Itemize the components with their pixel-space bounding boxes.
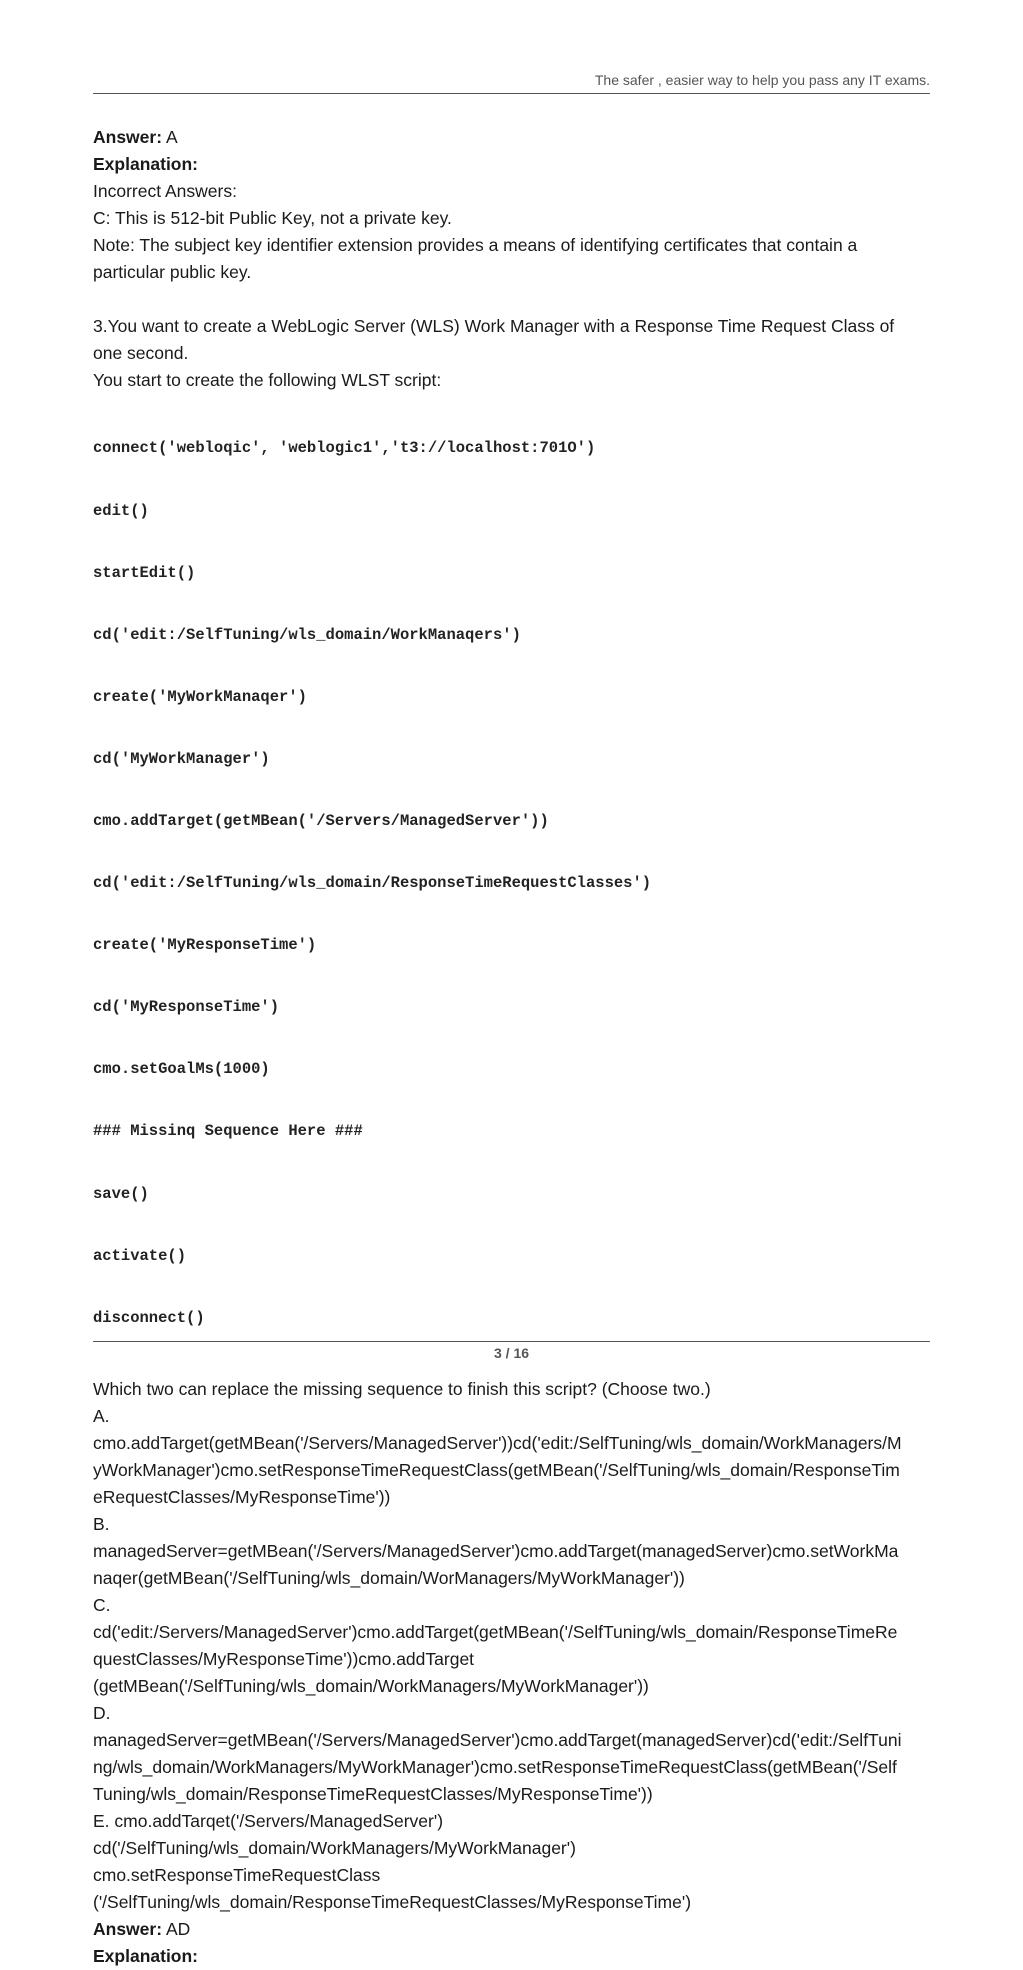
- option-line: E. cmo.addTarqet('/Servers/ManagedServer'): [93, 1810, 444, 1831]
- header-divider: [93, 93, 930, 94]
- q2-line: Note: The subject key identifier extension provides a means of identifying certificates that contain a: [93, 235, 858, 255]
- code-line: disconnect(): [93, 1308, 205, 1327]
- code-line: create('MyWorkManaqer'): [93, 687, 307, 706]
- option-line: B.: [93, 1513, 110, 1534]
- q3-question: Which two can replace the missing sequence to finish this script? (Choose two.): [93, 1378, 711, 1399]
- option-line: yWorkManager')cmo.setResponseTimeRequestClass(getMBean('/SelfTuning/wls_domain/ResponseTim: [93, 1459, 900, 1480]
- q3-intro-line: 3.You want to create a WebLogic Server (WLS) Work Manager with a Response Time Request Class of: [93, 316, 895, 336]
- page-number: 3 / 16: [493, 1345, 530, 1361]
- q3-intro-line: You start to create the following WLST script:: [93, 370, 442, 390]
- option-line: cmo.addTarget(getMBean('/Servers/ManagedServer'))cd('edit:/SelfTuning/wls_domain/WorkManagers/M: [93, 1432, 902, 1453]
- q3-answer: [93, 1916, 933, 1943]
- code-line: save(): [93, 1184, 149, 1203]
- q2-answer-label: Answer:: [93, 127, 163, 147]
- code-line: cd('MyResponseTime'): [93, 998, 280, 1017]
- q3-answer-value: AD: [165, 1918, 191, 1939]
- code-line: cd('MyWorkManager'): [93, 749, 270, 768]
- option-line: ng/wls_domain/WorkManagers/MyWorkManager')cmo.setResponseTimeRequestClass(getMBean('/Self: [93, 1756, 897, 1777]
- spacer: [93, 286, 933, 313]
- option-line: naqer(getMBean('/SelfTuning/wls_domain/WorManagers/MyWorkManager')): [93, 1567, 685, 1588]
- page-header-tagline: The safer , easier way to help you pass any IT exams.: [594, 72, 930, 88]
- q2-answer: [93, 124, 933, 151]
- option-line: A.: [93, 1405, 110, 1426]
- q2-line: Incorrect Answers:: [93, 181, 237, 201]
- option-line: cd('/SelfTuning/wls_domain/WorkManagers/MyWorkManager'): [93, 1837, 576, 1858]
- q2-line: particular public key.: [93, 262, 252, 282]
- code-line: cmo.setGoalMs(1000): [93, 1060, 270, 1079]
- option-line: managedServer=getMBean('/Servers/ManagedServer')cmo.addTarget(managedServer)cd('edit:/SelfTuni: [93, 1729, 902, 1750]
- option-line: eRequestClasses/MyResponseTime')): [93, 1486, 391, 1507]
- code-line: create('MyResponseTime'): [93, 936, 317, 955]
- code-line: connect('webloqic', 'weblogic1','t3://localhost:701O'): [93, 439, 596, 458]
- page-content: [93, 124, 933, 1970]
- option-line: C.: [93, 1594, 111, 1615]
- q2-line: C: This is 512-bit Public Key, not a private key.: [93, 208, 452, 228]
- code-line: cd('edit:/SelfTuning/wls_domain/ResponseTimeRequestClasses'): [93, 874, 652, 893]
- option-line: questClasses/MyResponseTime'))cmo.addTarget: [93, 1648, 475, 1669]
- option-line: cd('edit:/Servers/ManagedServer')cmo.addTarget(getMBean('/SelfTuning/wls_domain/ResponseTimeRe: [93, 1621, 898, 1642]
- code-line: activate(): [93, 1246, 187, 1265]
- q2-answer-value: A: [165, 127, 178, 147]
- code-line: edit(): [93, 501, 149, 520]
- option-line: D.: [93, 1702, 111, 1723]
- code-line: cd('edit:/SelfTuning/wls_domain/WorkManaqers'): [93, 625, 521, 644]
- q3-intro-line: one second.: [93, 343, 189, 363]
- footer-divider: [93, 1341, 930, 1342]
- q3-explanation-label: Explanation:: [93, 1945, 199, 1966]
- q2-explanation-label: Explanation:: [93, 154, 199, 174]
- option-line: (getMBean('/SelfTuning/wls_domain/WorkManagers/MyWorkManager')): [93, 1675, 649, 1696]
- option-line: cmo.setResponseTimeRequestClass: [93, 1864, 381, 1885]
- option-line: managedServer=getMBean('/Servers/ManagedServer')cmo.addTarget(managedServer)cmo.setWorkMa: [93, 1540, 899, 1561]
- wlst-code-block: [93, 397, 933, 1370]
- code-line: cmo.addTarget(getMBean('/Servers/ManagedServer')): [93, 811, 549, 830]
- option-line: Tuning/wls_domain/ResponseTimeRequestClasses/MyResponseTime')): [93, 1783, 653, 1804]
- code-line: startEdit(): [93, 563, 196, 582]
- code-line: ### Missinq Sequence Here ###: [93, 1122, 363, 1141]
- option-line: ('/SelfTuning/wls_domain/ResponseTimeRequestClasses/MyResponseTime'): [93, 1891, 692, 1912]
- q3-answer-label: Answer:: [93, 1918, 163, 1939]
